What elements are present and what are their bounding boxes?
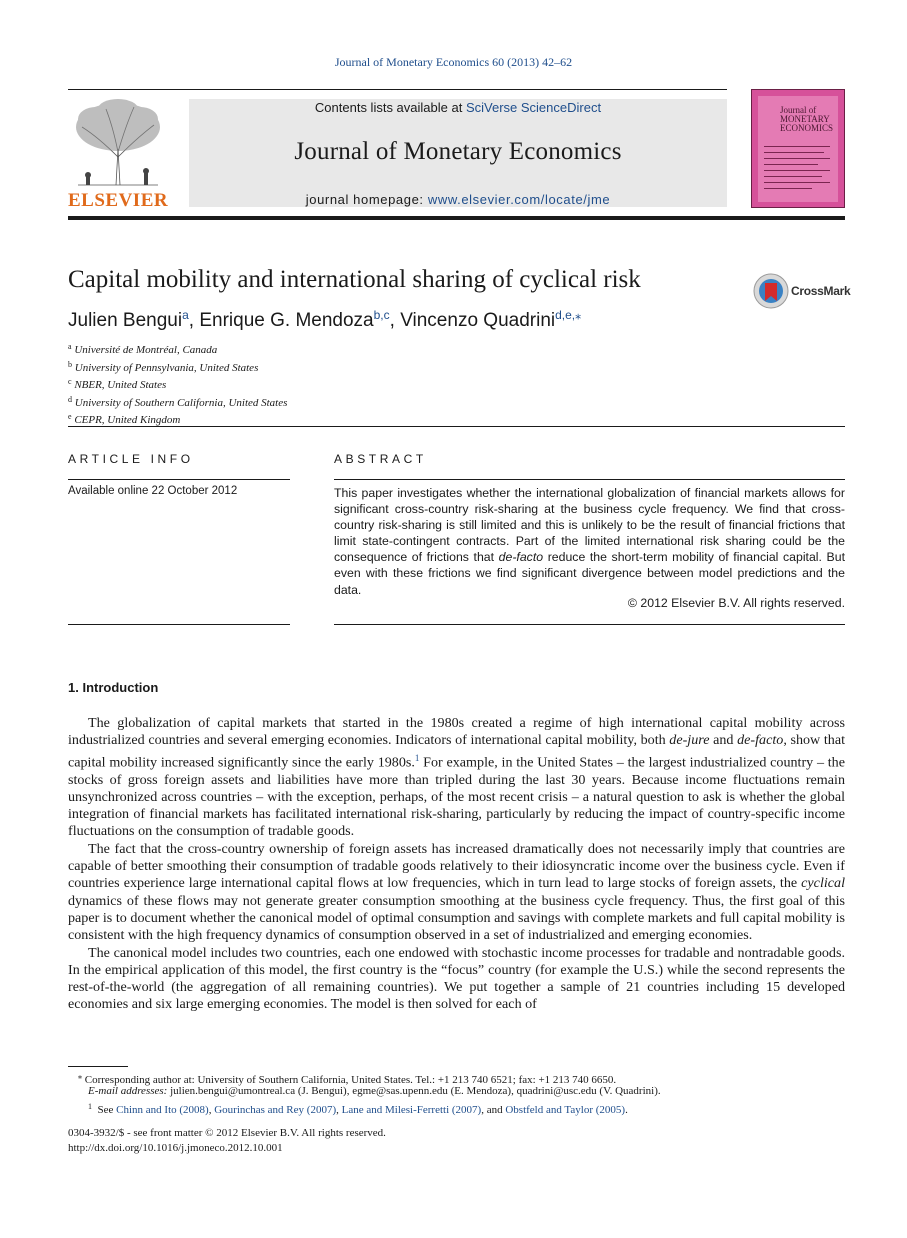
header-top-rule [68, 89, 727, 90]
abstract-text [334, 485, 845, 598]
elsevier-logo-text: ELSEVIER [68, 190, 169, 211]
abstract-bottom-rule [334, 624, 845, 625]
article-title: Capital mobility and international sharing of cyclical risk [68, 266, 641, 293]
author-separator: , [188, 310, 195, 331]
citation-link[interactable]: Obstfeld and Taylor (2005) [505, 1104, 626, 1116]
email-list[interactable]: julien.bengui@umontreal.ca (J. Bengui), egme@sas.upenn.edu (E. Mendoza), quadrini@usc.edu (V. Quadrini). [170, 1085, 661, 1097]
email-label: E-mail addresses: [88, 1085, 168, 1097]
crossmark-label[interactable]: CrossMark [791, 284, 851, 298]
citation-link[interactable]: Chinn and Ito (2008) [116, 1104, 209, 1116]
affiliation-mark: d [68, 394, 72, 404]
abstract-italic: de-facto [498, 550, 544, 565]
affiliation-mark: c [68, 377, 72, 386]
homepage-prefix: journal homepage: [305, 192, 424, 207]
abstract-part: This paper investigates whether the international globalization of financial markets allows for significant cross-country risk-sharing at the business cycle frequency. We find that cross-country risk-sharing is still limited and this is unlikely to be the result of financial frictions that limit state-contingent contracts. Part of the limited international risk sharing could be the consequence of frictions that [334, 486, 845, 565]
italic-term: cyclical [801, 875, 845, 892]
front-matter-rule [68, 426, 845, 427]
affiliation-text: NBER, United States [74, 379, 167, 391]
affiliation-list [68, 340, 287, 428]
paragraph: The canonical model includes two countries, each one endowed with stochastic income processes for tradable and nontradable goods. In the empirical application of this model, the first country is the “focus” country (for example the U.S.) while the second represents the rest-of-the-world (the aggregation of all remaining countries). We put together a sample of 21 countries including 15 developed economies and six large emerging economies. The model is then solved for each of [68, 944, 845, 1013]
author-separator: , [389, 310, 395, 331]
cover-title: Journal of MONETARY ECONOMICS [780, 105, 834, 133]
contents-line [189, 100, 727, 115]
elsevier-tree-logo [68, 97, 168, 189]
author-name: Vincenzo Quadrini [400, 310, 556, 331]
footnote-mark: 1 [88, 1102, 92, 1111]
introduction-body [68, 715, 845, 1014]
affiliation-mark: e [68, 412, 72, 421]
sciencedirect-link[interactable]: SciVerse ScienceDirect [465, 100, 602, 115]
affiliation-item [68, 358, 287, 376]
available-online: Available online 22 October 2012 [68, 485, 238, 497]
journal-title: Journal of Monetary Economics [294, 138, 622, 165]
author-name: Julien Bengui [68, 310, 183, 331]
affiliation-text: University of Pennsylvania, United States [74, 361, 259, 374]
cover-panel [758, 96, 838, 202]
paragraph: The globalization of capital markets that started in the 1980s created a regime of high international capital mobility across industrialized countries and several emerging economies. Indicators of international capital mobility, both de-jure and de-facto, show that capital mobility increased significantly since the early 1980s.$^1$ For example, in the United States – the largest industrialized country – the stocks of gross foreign assets and liabilities have more than tripled during the last 30 years. Because income fluctuations remain unsynchronized across countries – with the exception, perhaps, of the most recent crisis – a natural question to ask is whether the global integration of financial markets has facilitated international risk-sharing, particularly by reducing the impact of country-specific income fluctuations on the consumption of tradable goods. [68, 715, 845, 840]
abstract-copyright: © 2012 Elsevier B.V. All rights reserved. [627, 596, 845, 610]
homepage-line [189, 192, 727, 207]
affiliation-mark: a [68, 342, 72, 351]
author-name: Enrique G. Mendoza [199, 310, 374, 331]
footnote-1: $^1$ See Chinn and Ito (2008), Gourinchas and Rey (2007), Lane and Milesi-Ferretti (2007), and Obstfeld and Taylor (2005). [88, 1102, 628, 1116]
doi-link[interactable]: http://dx.doi.org/10.1016/j.jmoneco.2012.10.001 [68, 1142, 283, 1154]
author-affil-ref[interactable]: d,e,⁎ [555, 308, 582, 322]
header-bottom-rule [68, 216, 845, 220]
article-info-top-rule [68, 479, 290, 480]
abstract-top-rule [334, 479, 845, 480]
article-info-bottom-rule [68, 624, 290, 625]
abstract-part: reduce the short-term mobility of financial capital. But even with these frictions we find significant divergence between model predictions and the data. [334, 550, 845, 597]
paragraph: The fact that the cross-country ownership of foreign assets has increased dramatically does not necessarily imply that countries are capable of better smoothing their consumption of tradable goods relatively to their idiosyncratic income over the business cycle. Even if countries experience large international capital flows at low frequencies, which in turn lead to large stocks of foreign assets, the cyclical dynamics of these flows may not generate greater consumption smoothing at the business cycle frequency. Thus, the first goal of this paper is to document whether the canonical model of optimal consumption and savings with complete markets and full capital mobility is consistent with the high frequency dynamics of consumption observed in a set of industrialized and emerging economies. [68, 840, 845, 944]
abstract-heading: ABSTRACT [334, 452, 427, 466]
italic-term: de-jure [669, 732, 710, 749]
footnote-rule [68, 1066, 128, 1067]
journal-citation[interactable]: Journal of Monetary Economics 60 (2013) 42–62 [334, 55, 573, 69]
footnote-ref[interactable]: 1 [414, 752, 420, 763]
section-heading-introduction: 1. Introduction [68, 680, 159, 695]
affiliation-text: Université de Montréal, Canada [74, 344, 218, 356]
citation-link[interactable]: Lane and Milesi-Ferretti (2007) [341, 1104, 482, 1116]
footnote-emails [68, 1084, 845, 1099]
affiliation-item [68, 410, 287, 428]
affiliation-text: CEPR, United Kingdom [74, 414, 181, 426]
author-list [68, 308, 581, 332]
affiliation-text: University of Southern California, United States [74, 396, 288, 409]
affiliation-mark: b [68, 359, 72, 369]
footnote-mark: ⁎ [78, 1072, 82, 1081]
homepage-link[interactable]: www.elsevier.com/locate/jme [427, 192, 611, 207]
article-info-heading: ARTICLE INFO [68, 452, 194, 466]
affiliation-item [68, 340, 287, 358]
affiliation-item [68, 393, 287, 411]
contents-prefix: Contents lists available at [314, 100, 463, 115]
citation-link[interactable]: Gourinchas and Rey (2007) [214, 1104, 337, 1116]
italic-term: de-facto [737, 732, 784, 749]
author-affil-ref[interactable]: b,c [373, 308, 390, 322]
author-affil-ref[interactable]: a [182, 308, 189, 322]
issn-line: 0304-3932/$ - see front matter © 2012 Elsevier B.V. All rights reserved. [68, 1127, 386, 1139]
footnote-text: Corresponding author at: University of Southern California, United States. Tel.: +1 213 740 6521; fax: +1 213 740 6650. [84, 1074, 617, 1086]
affiliation-item [68, 375, 287, 393]
journal-cover[interactable] [751, 89, 845, 208]
crossmark-icon[interactable] [753, 273, 789, 309]
